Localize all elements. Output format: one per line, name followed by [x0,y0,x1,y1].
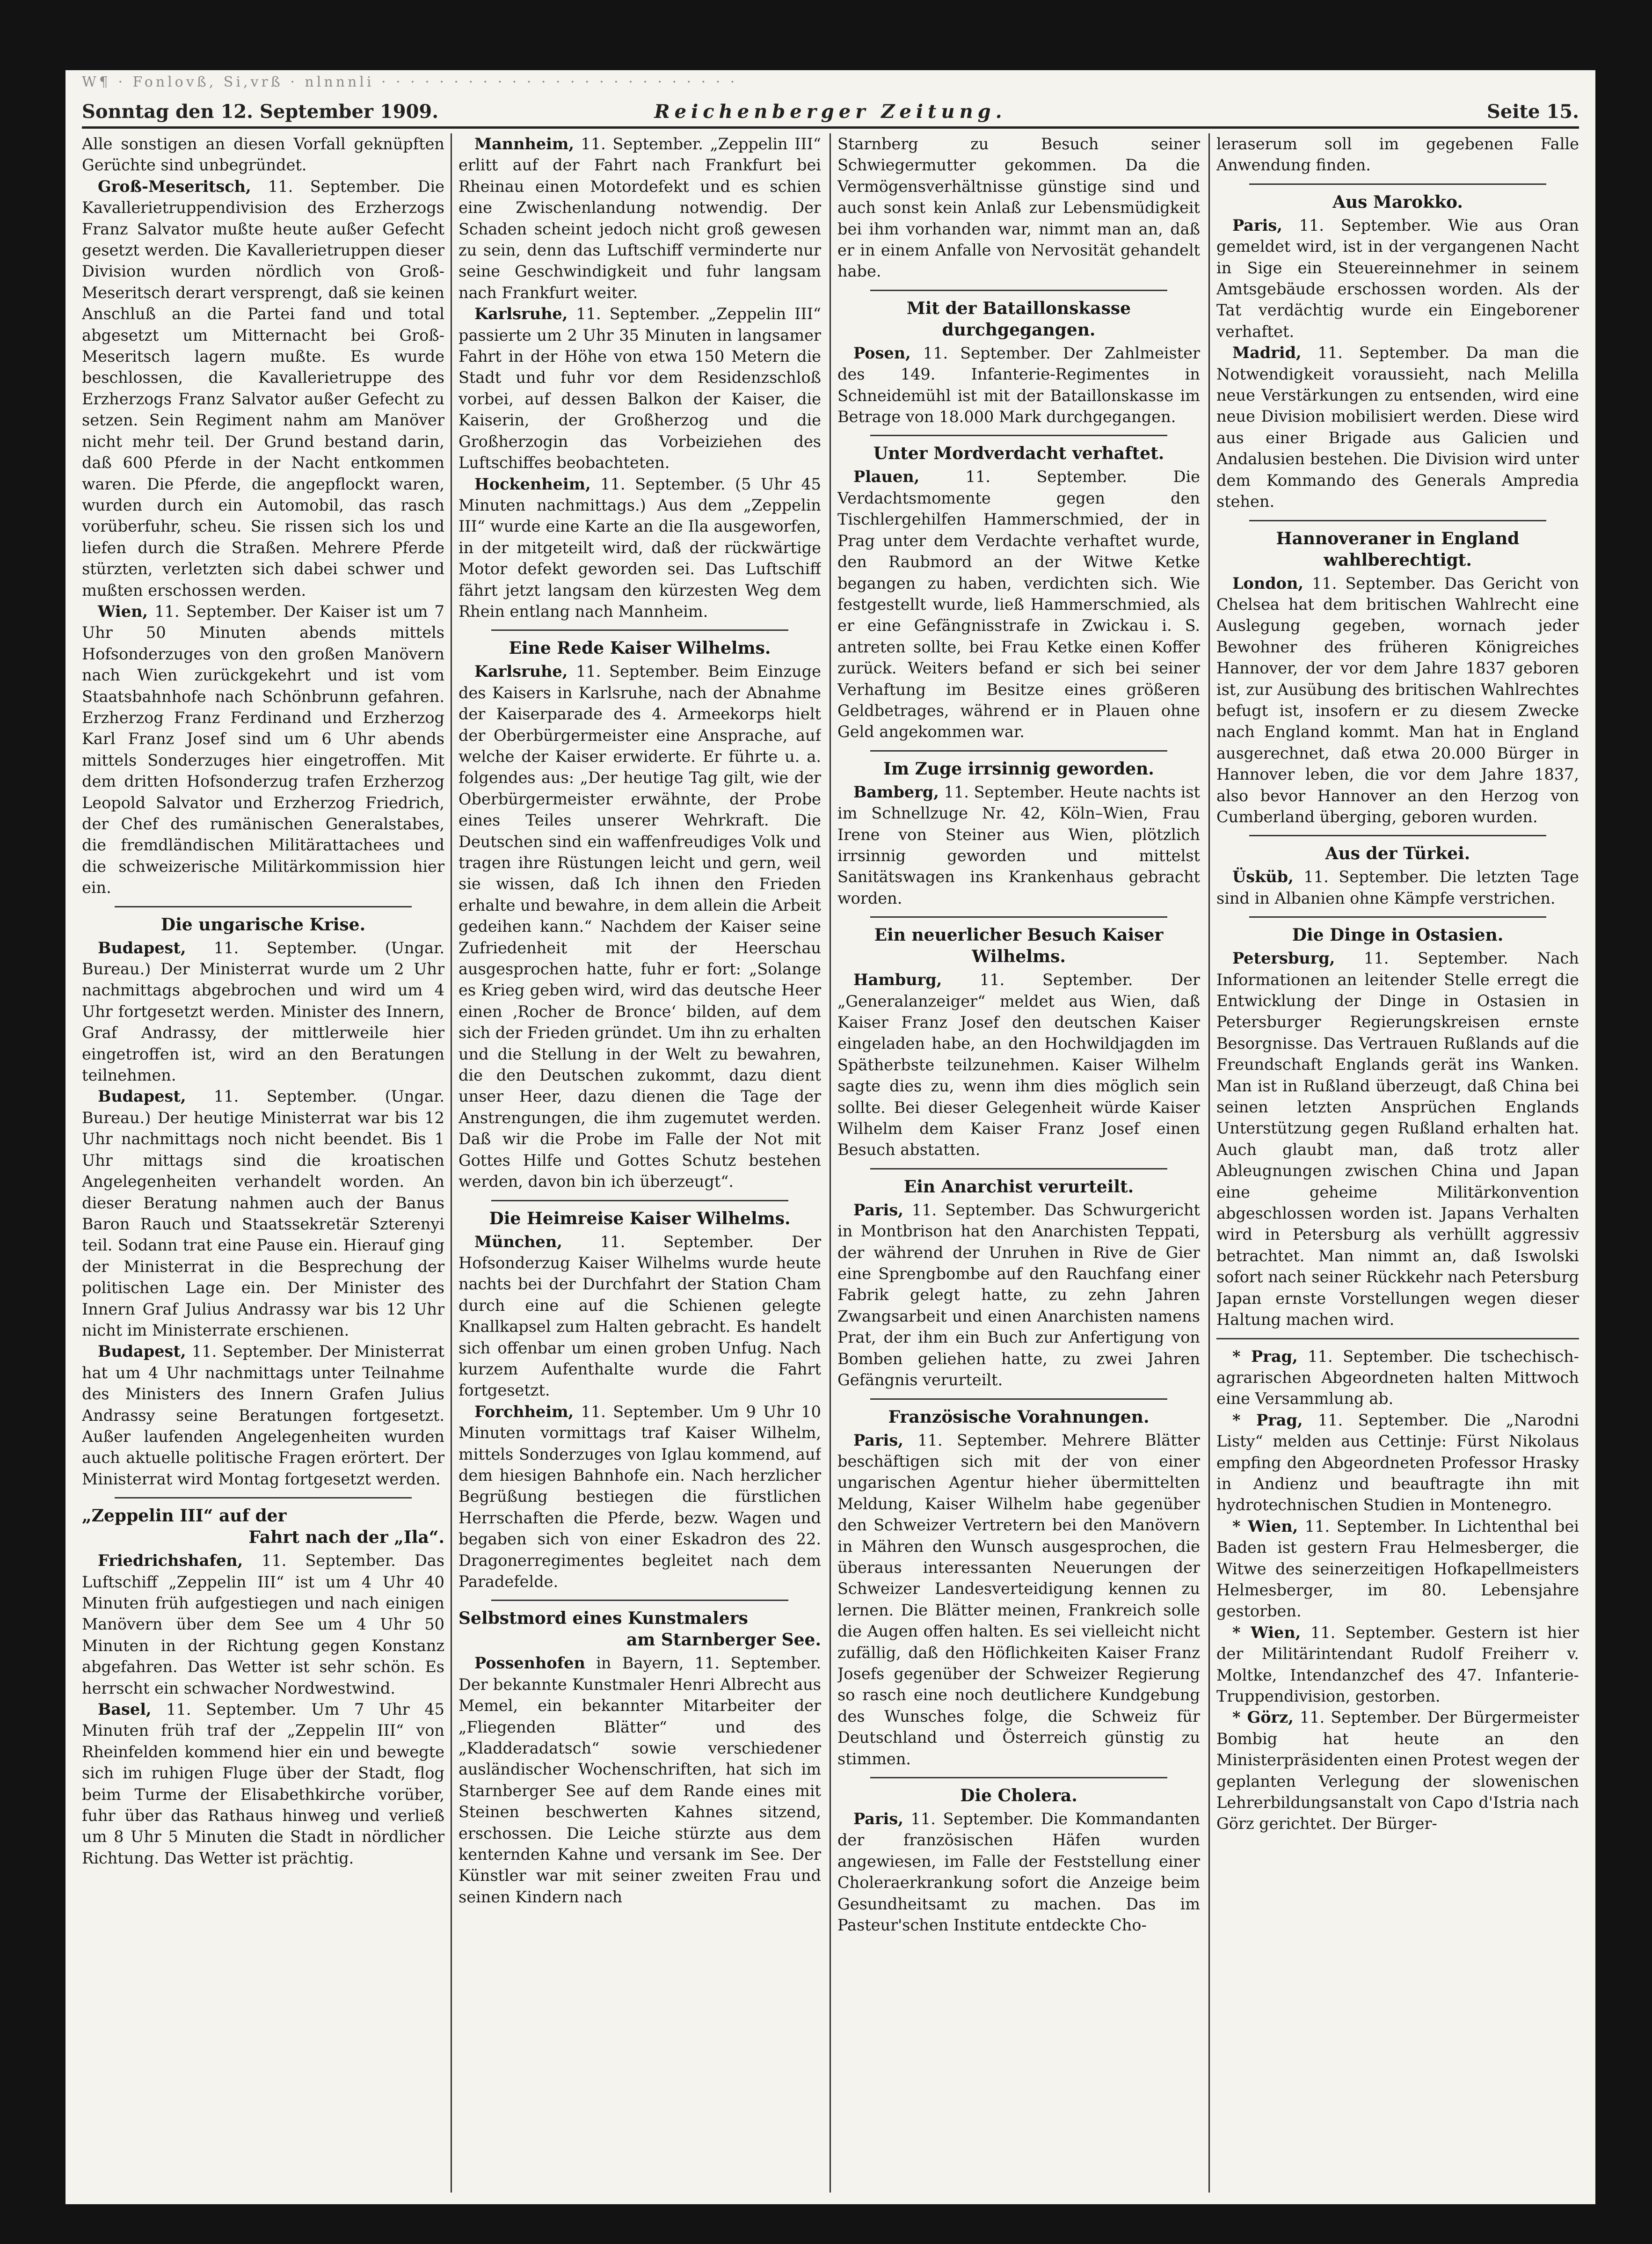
article-headline: Die ungarische Krise. [160,914,366,935]
article-paragraph: Groß-Meseritsch, 11. September. Die Kavallerietruppendivision des Erzherzogs Franz Salvator mußte heute außer Gefecht gesetzt werden. Die Kavallerietruppen dieser Division wurden nördlich von Groß-Meseritsch derart versprengt, daß sie keinen Anschluß an die Partei fand und total abgesetzt um Mitternacht bei Groß-Meseritsch lagern mußte. Es wurde beschlossen, die Kavallerietruppe des Erzherzogs Franz Salvator außer Gefecht zu setzen. Sein Regiment nahm am Manöver nicht mehr teil. Der Grund bestand darin, daß 600 Pferde in der Nacht entkommen waren. Die Pferde, die angepflockt waren, wurden durch ein Automobil, das rasch vorüberfuhr, scheu. Sie rissen sich los und liefen durch die Straßen. Mehrere Pferde stürzten, verletzten sich dabei schwer und mußten erschossen werden. [82,177,444,599]
page-number: Seite 15. [1487,101,1579,123]
article-paragraph: Mannheim, 11. September. „Zeppelin III“ erlitt auf der Fahrt nach Frankfurt bei Rheinau einen Motordefekt und es schien eine Zwischenlandung notwendig. Der Schaden scheint jedoch nicht groß gewesen zu sein, denn das Luftschiff verminderte nur seine Geschwindigkeit und fuhr langsam nach Frankfurt weiter. [458,135,821,302]
column-4 [1216,133,1579,2193]
column-1 [82,133,444,2193]
article-separator [1249,520,1546,521]
article-separator [1216,1338,1579,1339]
dateline: Posen, [853,344,911,362]
column-divider [830,133,831,2193]
dateline: London, [1232,574,1304,592]
article-separator [491,1200,788,1201]
article-separator [491,1600,788,1601]
dateline: Hockenheim, [474,475,591,493]
article-paragraph: Budapest, 11. September. (Ungar. Bureau.) Der Ministerrat wurde um 2 Uhr nachmittags abgebrochen und wird um 4 Uhr fortgesetzt werden. Minister des Innern, Graf Andrassy, der mittlerweile hier eingetroffen ist, wird an den Beratungen teilnehmen. [82,938,444,1085]
dateline: München, [474,1232,562,1251]
article-paragraph: München, 11. September. Der Hofsonderzug Kaiser Wilhelms wurde heute nachts bei der Durchfahrt der Station Cham durch eine auf die Schienen gelegte Knallkapsel zum Halten gebracht. Es handelt sich offenbar um einen groben Unfug. Nach kurzem Aufenthalte wurde die Fahrt fortgesetzt. [458,1232,821,1400]
column-divider [1208,133,1210,2193]
article-paragraph: Karlsruhe, 11. September. „Zeppelin III“ passierte um 2 Uhr 35 Minuten in langsamer Fahrt in der Höhe von etwa 150 Metern die Stadt und fuhr vor dem Residenzschloß vorbei, auf dessen Balkon der Kaiser, die Kaiserin, der Großherzog und die Großherzogin das Vorbeiziehen des Luftschiffes beobachteten. [458,305,821,472]
article-separator [491,629,788,631]
article-separator [1249,835,1546,836]
article-paragraph: Karlsruhe, 11. September. Beim Einzuge des Kaisers in Karlsruhe, nach der Abnahme der Kaiserparade des 4. Armeekorps hielt der Oberbürgermeister eine Ansprache, auf welche der Kaiser erwiderte. Er führte u. a. folgendes aus: „Der heutige Tag gilt, wie der Oberbürgermeister erwähnte, der Probe eines Teiles unserer Wehrkraft. Die Deutschen sind ein waffenfreudiges Volk und tragen ihre Rüstungen leicht und gern, weil sie wissen, daß Ich ihnen den Frieden erhalte und bewahre, in dem allein die Arbeit gedeihen kann.“ Nachdem der Kaiser seine Zufriedenheit mit der Heerschau ausgesprochen hatte, fuhr er fort: „Solange es Krieg geben wird, wird das deutsche Heer einen ‚Rocher de Bronce‘ bilden, auf dem sich der Frieden gründet. Um ihn zu erhalten und die Stellung in der Welt zu bewahren, die den Deutschen zukommt, dazu dient unser Heer, dazu dienen die Tage der Anstrengungen, die ihm zugemutet werden. Daß wir die Probe im Falle der Not mit Gottes Hilfe und Gottes Schutz bestehen werden, davon bin ich überzeugt“. [458,662,821,1191]
article-paragraph: Paris, 11. September. Mehrere Blätter beschäftigen sich mit der von einer ungarischen Agentur hieher übermittelten Meldung, Kaiser Wilhelm habe gegenüber den Schweizer Vertretern bei den Manövern in Mähren den Wunsch ausgesprochen, die überaus interessanten Neuerungen der Schweizer Landesverteidigung kennen zu lernen. Die Blätter meinen, Frankreich solle die Augen offen halten. Es sei vielleicht nicht zufällig, daß den Höflichkeiten Kaiser Franz Josefs gegenüber der Schweizer Regierung so rasch eine noch deutlichere Kundgebung des Wunsches folge, die Schweiz für Deutschland und Österreich günstig zu stimmen. [837,1431,1200,1768]
headline-line: „Zeppelin III“ auf der [82,1506,287,1526]
dateline: Friedrichshafen, [98,1551,243,1570]
article-paragraph: Petersburg, 11. September. Nach Informationen an leitender Stelle erregt die Entwicklung der Dinge in Ostasien in Petersburger Regierungskreisen ernste Besorgnisse. Das Vertrauen Rußlands auf die Freundschaft Englands gerät ins Wanken. Man ist in Rußland überzeugt, daß China bei seinen letzten Ansprüchen Englands Unterstützung gegen Rußland erhalten hat. Auch glaubt man, daß trotz aller Ableugnungen zwischen China und Japan eine geheime Militärkonvention abgeschlossen worden ist. Japans Verhalten wird in Petersburg als verhüllt aggressiv betrachtet. Man nimmt an, daß Iswolski sofort nach seiner Rückkehr nach Petersburg Japan ernste Vorstellungen wegen dieser Haltung machen wird. [1216,949,1579,1329]
headline-line: Fahrt nach der „Ila“. [248,1528,444,1548]
article-headline: Die Cholera. [960,1786,1077,1805]
article-headline [458,1608,821,1651]
column-3 [837,133,1200,2193]
column-divider [451,133,452,2193]
article-separator [115,1497,412,1498]
top-smudged-text: W¶ · Fonlovß, Si,vrß · nlnnnli · · · · · · · · · · · · · · · · · · · · · · · · · [82,74,738,90]
article-paragraph: leraserum soll im gegebenen Falle Anwendung finden. [1216,135,1579,175]
dateline: Groß-Meseritsch, [98,177,251,196]
article-paragraph: * Prag, 11. September. Die tschechisch-agrarischen Abgeordneten halten Mittwoch eine Versammlung ab. [1216,1347,1579,1408]
article-separator [1249,916,1546,918]
article-headline: Unter Mordverdacht verhaftet. [873,444,1164,464]
dateline: * Prag, [1232,1411,1303,1429]
headline-line: Selbstmord eines Kunstmalers [458,1608,748,1629]
article-headline: Aus Marokko. [1332,192,1463,212]
article-paragraph: Hockenheim, 11. September. (5 Uhr 45 Minuten nachmittags.) Aus dem „Zeppelin III“ wurde eine Karte an die Ila ausgeworfen, in der mitgeteilt wird, daß der rückwärtige Motor defekt geworden sei. Das Luftschiff fährt jetzt langsam den kürzesten Weg dem Rhein entlang nach Mannheim. [458,475,821,621]
article-headline: Ein neuerlicher Besuch Kaiser Wilhelms. [874,925,1164,967]
article-separator [115,906,412,907]
article-paragraph: Plauen, 11. September. Die Verdachtsmomente gegen den Tischlergehilfen Hammerschmied, der in Prag unter dem Verdachte verhaftet wurde, den Raubmord an der Witwe Ketke begangen zu haben, verdichten sich. Wie festgestellt wurde, ließ Hammerschmied, als er eine Gefängnisstrafe in Zwickau i. S. antreten sollte, bei Frau Ketke einen Koffer zurück. Weiters befand er sich bei seiner Verhaftung im Besitze eines größeren Geldbetrages, während er in Plauen ohne Geld angekommen war. [837,468,1200,741]
article-headline: Ein Anarchist verurteilt. [903,1177,1134,1197]
dateline: Paris, [1232,216,1282,234]
article-paragraph: Starnberg zu Besuch seiner Schwiegermutter gekommen. Da die Vermögensverhältnisse günstige sind und auch sonst kein Anlaß zur Lebensmüdigkeit bei ihm vorhanden war, nimmt man an, daß er in einem Anfalle von Nervosität gehandelt habe. [837,135,1200,281]
header-rule [82,126,1579,129]
dateline: Basel, [98,1700,152,1719]
dateline: * Prag, [1232,1347,1298,1366]
article-separator [1249,183,1546,185]
article-paragraph: Paris, 11. September. Wie aus Oran gemeldet wird, ist in der vergangenen Nacht in Sige ein Steuereinnehmer in seinem Amtsgebäude erschossen worden. Als der Tat verdächtig wurde ein Eingeborener verhaftet. [1216,216,1579,341]
dateline: Üsküb, [1232,868,1294,886]
article-paragraph: Posen, 11. September. Der Zahlmeister des 149. Infanterie-Regimentes in Schneidemühl ist mit der Bataillonskasse im Betrage von 18.000 Mark durchgegangen. [837,344,1200,426]
article-headline: Aus der Türkei. [1325,844,1470,864]
article-paragraph: Basel, 11. September. Um 7 Uhr 45 Minuten früh traf der „Zeppelin III“ von Rheinfelden kommend hier ein und bewegte sich im ruhigen Fluge über der Stadt, flog beim Turme der Elisabethkirche vorüber, fuhr über das Rathaus hinweg und verließ um 8 Uhr 5 Minuten die Stadt in nördlicher Richtung. Das Wetter ist prächtig. [82,1700,444,1867]
article-separator [870,435,1167,436]
article-headline: Im Zuge irrsinnig geworden. [883,759,1154,779]
article-separator [870,750,1167,752]
dateline: Paris, [853,1431,903,1449]
dateline: * Görz, [1232,1708,1294,1727]
dateline: Budapest, [98,1087,186,1106]
dateline: Karlsruhe, [474,305,568,323]
headline-line: am Starnberger See. [626,1630,821,1650]
dateline: Paris, [853,1200,903,1219]
dateline: Plauen, [853,468,920,486]
article-headline: Die Heimreise Kaiser Wilhelms. [489,1208,791,1228]
dateline: Karlsruhe, [474,662,568,681]
dateline: Wien, [98,602,148,621]
article-paragraph: Budapest, 11. September. Der Ministerrat hat um 4 Uhr nachmittags unter Teilnahme des Ministers des Innern Grafen Julius Andrassy seine Beratungen fortgesetzt. Außer laufenden Angelegenheiten wurden auch aktuelle politische Fragen erörtert. Der Ministerrat wird Montag fortgesetzt werden. [82,1342,444,1488]
article-paragraph: Wien, 11. September. Der Kaiser ist um 7 Uhr 50 Minuten abends mittels Hofsonderzuges von den großen Manövern nach Wien zurückgekehrt und ist vom Staatsbahnhofe nach Schönbrunn gefahren. Erzherzog Franz Ferdinand und Erzherzog Karl Franz Josef sind um 6 Uhr abends mittels Sonderzuges hier eingetroffen. Mit dem dritten Hofsonderzug trafen Erzherzog Leopold Salvator und Erzherzog Friedrich, der Chef des rumänischen Generalstabes, die fremdländischen Militärattachees und die schweizerische Militärkommission hier ein. [82,602,444,897]
article-headline: Mit der Bataillonskasse durchgegangen. [906,298,1131,340]
column-2 [458,133,821,2193]
article-paragraph: Friedrichshafen, 11. September. Das Luftschiff „Zeppelin III“ ist um 4 Uhr 40 Minuten früh aufgestiegen und nach einigen Manövern über dem See um 4 Uhr 50 Minuten in der Richtung gegen Konstanz abgefahren. Das Wetter ist sehr schön. Es herrscht ein schwacher Nordwestwind. [82,1551,444,1697]
dateline: Budapest, [98,938,186,957]
dateline: Possenhofen [474,1654,585,1673]
article-paragraph: * Prag, 11. September. Die „Narodni Listy“ melden aus Cettinje: Fürst Nikolaus empfing den Abgeordneten Professor Hrasky in Andienz und beauftragte ihn mit hydrotechnischen Studien in Montenegro. [1216,1411,1579,1514]
article-paragraph: * Wien, 11. September. Gestern ist hier der Militärintendant Rudolf Freiherr v. Moltke, Intendanzchef des 47. Infanterie-Truppendivision, gestorben. [1216,1623,1579,1705]
article-paragraph: Budapest, 11. September. (Ungar. Bureau.) Der heutige Ministerrat war bis 12 Uhr nachmittags noch nicht beendet. Bis 1 Uhr mittags sind die kroatischen Angelegenheiten verhandelt worden. An dieser Beratung nahmen auch der Banus Baron Rauch und Staatssekretär Szterenyi teil. Sodann trat eine Pause ein. Hierauf ging der Ministerrat in die Besprechung der politischen Lage ein. Der Minister des Innern Graf Julius Andrassy war bis 12 Uhr nicht im Ministerrate erschienen. [82,1087,444,1339]
newspaper-page [65,70,1595,2204]
article-paragraph: Hamburg, 11. September. Der „Generalanzeiger“ meldet aus Wien, daß Kaiser Franz Josef den deutschen Kaiser eingeladen habe, an den Hochwildjagden im Spätherbste teilzunehmen. Kaiser Wilhelm sagte dies zu, wenn ihm dies möglich sein sollte. Bei dieser Gelegenheit würde Kaiser Wilhelm dem Kaiser Franz Josef einen Besuch abstatten. [837,971,1200,1159]
article-paragraph: Paris, 11. September. Das Schwurgericht in Montbrison hat den Anarchisten Teppati, der während der Unruhen in Rive de Gier eine Sprengbombe auf den Rauchfang einer Fabrik gelegt hatte, zu zehn Jahren Zwangsarbeit und einen Anarchisten namens Prat, der ihm ein Buch zur Anfertigung von Bomben geliehen hatte, zu zwei Jahren Gefängnis verurteilt. [837,1200,1200,1389]
article-headline: Eine Rede Kaiser Wilhelms. [509,638,771,658]
article-separator [870,290,1167,291]
article-paragraph: Paris, 11. September. Die Kommandanten der französischen Häfen wurden angewiesen, im Falle der Feststellung einer Choleraerkrankung sofort die Anzeige beim Gesundheitsamt zu machen. Das im Pasteur'schen Institute entdeckte Cho- [837,1810,1200,1935]
article-separator [870,1398,1167,1400]
article-headline [82,1505,444,1548]
article-paragraph: London, 11. September. Das Gericht von Chelsea hat dem britischen Wahlrecht eine Auslegung gegeben, wornach jeder Bewohner des früheren Königreiches Hannover, der vor dem Jahre 1837 geboren ist, zur Ausübung des britischen Wahlrechtes befugt ist, insofern er zu diesem Zwecke nach England kommt. Man hat in England ausgerechnet, daß etwa 20.000 Bürger in Hannover leben, die vor dem Jahre 1837, also bevor Hannover an den Herzog von Cumberland überging, geboren wurden. [1216,574,1579,826]
article-separator [870,1168,1167,1170]
dateline: Budapest, [98,1342,186,1361]
article-paragraph: Alle sonstigen an diesen Vorfall geknüpften Gerüchte sind unbegründet. [82,135,444,175]
article-paragraph: Possenhofen in Bayern, 11. September. Der bekannte Kunstmaler Henri Albrecht aus Memel, ein bekannter Mitarbeiter der „Fliegenden Blätter“ und des „Kladderadatsch“ sowie verschiedener ausländischer Wochenschriften, hat sich im Starnberger See auf dem Rande eines mit Steinen beschwerten Kahnes sitzend, erschossen. Die Leiche stürzte aus dem kenternden Kahne und versank im See. Der Künstler war mit seiner zweiten Frau und seinen Kindern nach [458,1654,821,1906]
article-paragraph: Forchheim, 11. September. Um 9 Uhr 10 Minuten vormittags traf Kaiser Wilhelm, mittels Sonderzuges von Iglau kommend, auf dem hiesigen Bahnhofe ein. Nach herzlicher Begrüßung bestiegen die fürstlichen Herrschaften die Pferde, bezw. Wagen und begaben sich von einer Eskadron des 22. Dragonerregimentes begleitet nach dem Paradefelde. [458,1402,821,1591]
article-headline: Hannoveraner in England wahlberechtigt. [1276,528,1520,570]
dateline: Madrid, [1232,344,1302,362]
article-paragraph: Bamberg, 11. September. Heute nachts ist im Schnellzuge Nr. 42, Köln–Wien, Frau Irene von Steiner aus Wien, plötzlich irrsinnig geworden und mittelst Sanitätswagen ins Krankenhaus gebracht worden. [837,782,1200,907]
dateline: Paris, [853,1810,903,1828]
article-separator [870,916,1167,918]
dateline: Petersburg, [1232,949,1335,968]
dateline: Bamberg, [853,782,939,801]
dateline: * Wien, [1232,1623,1301,1642]
article-paragraph: * Görz, 11. September. Der Bürgermeister Bombig hat heute an den Ministerpräsidenten einen Protest wegen der geplanten Verlegung der slowenischen Lehrerbildungsanstalt von Capo d'Istria nach Görz gerichtet. Der Bürger- [1216,1708,1579,1833]
page-header [82,101,1579,129]
issue-date: Sonntag den 12. September 1909. [82,101,439,123]
dateline: Mannheim, [474,135,575,153]
article-headline: Die Dinge in Ostasien. [1292,925,1504,945]
article-paragraph: * Wien, 11. September. In Lichtenthal bei Baden ist gestern Frau Helmesberger, die Witwe des seinerzeitigen Hofkapellmeisters Helmesberger, im 80. Lebensjahre gestorben. [1216,1517,1579,1621]
article-paragraph: Üsküb, 11. September. Die letzten Tage sind in Albanien ohne Kämpfe verstrichen. [1216,868,1579,907]
newspaper-title: Reichenberger Zeitung. [654,101,1007,123]
article-paragraph: Madrid, 11. September. Da man die Notwendigkeit voraussieht, nach Melilla neue Verstärkungen zu entsenden, wird eine neue Division mobilisiert werden. Diese wird aus einer Brigade aus Galicien und Andalusien bestehen. Die Division wird unter dem Kommando des Generals Ampredia stehen. [1216,344,1579,511]
dateline: * Wien, [1232,1517,1298,1535]
article-separator [870,1777,1167,1778]
dateline: Forchheim, [474,1402,574,1421]
dateline: Hamburg, [853,971,942,989]
article-headline: Französische Vorahnungen. [888,1407,1150,1427]
